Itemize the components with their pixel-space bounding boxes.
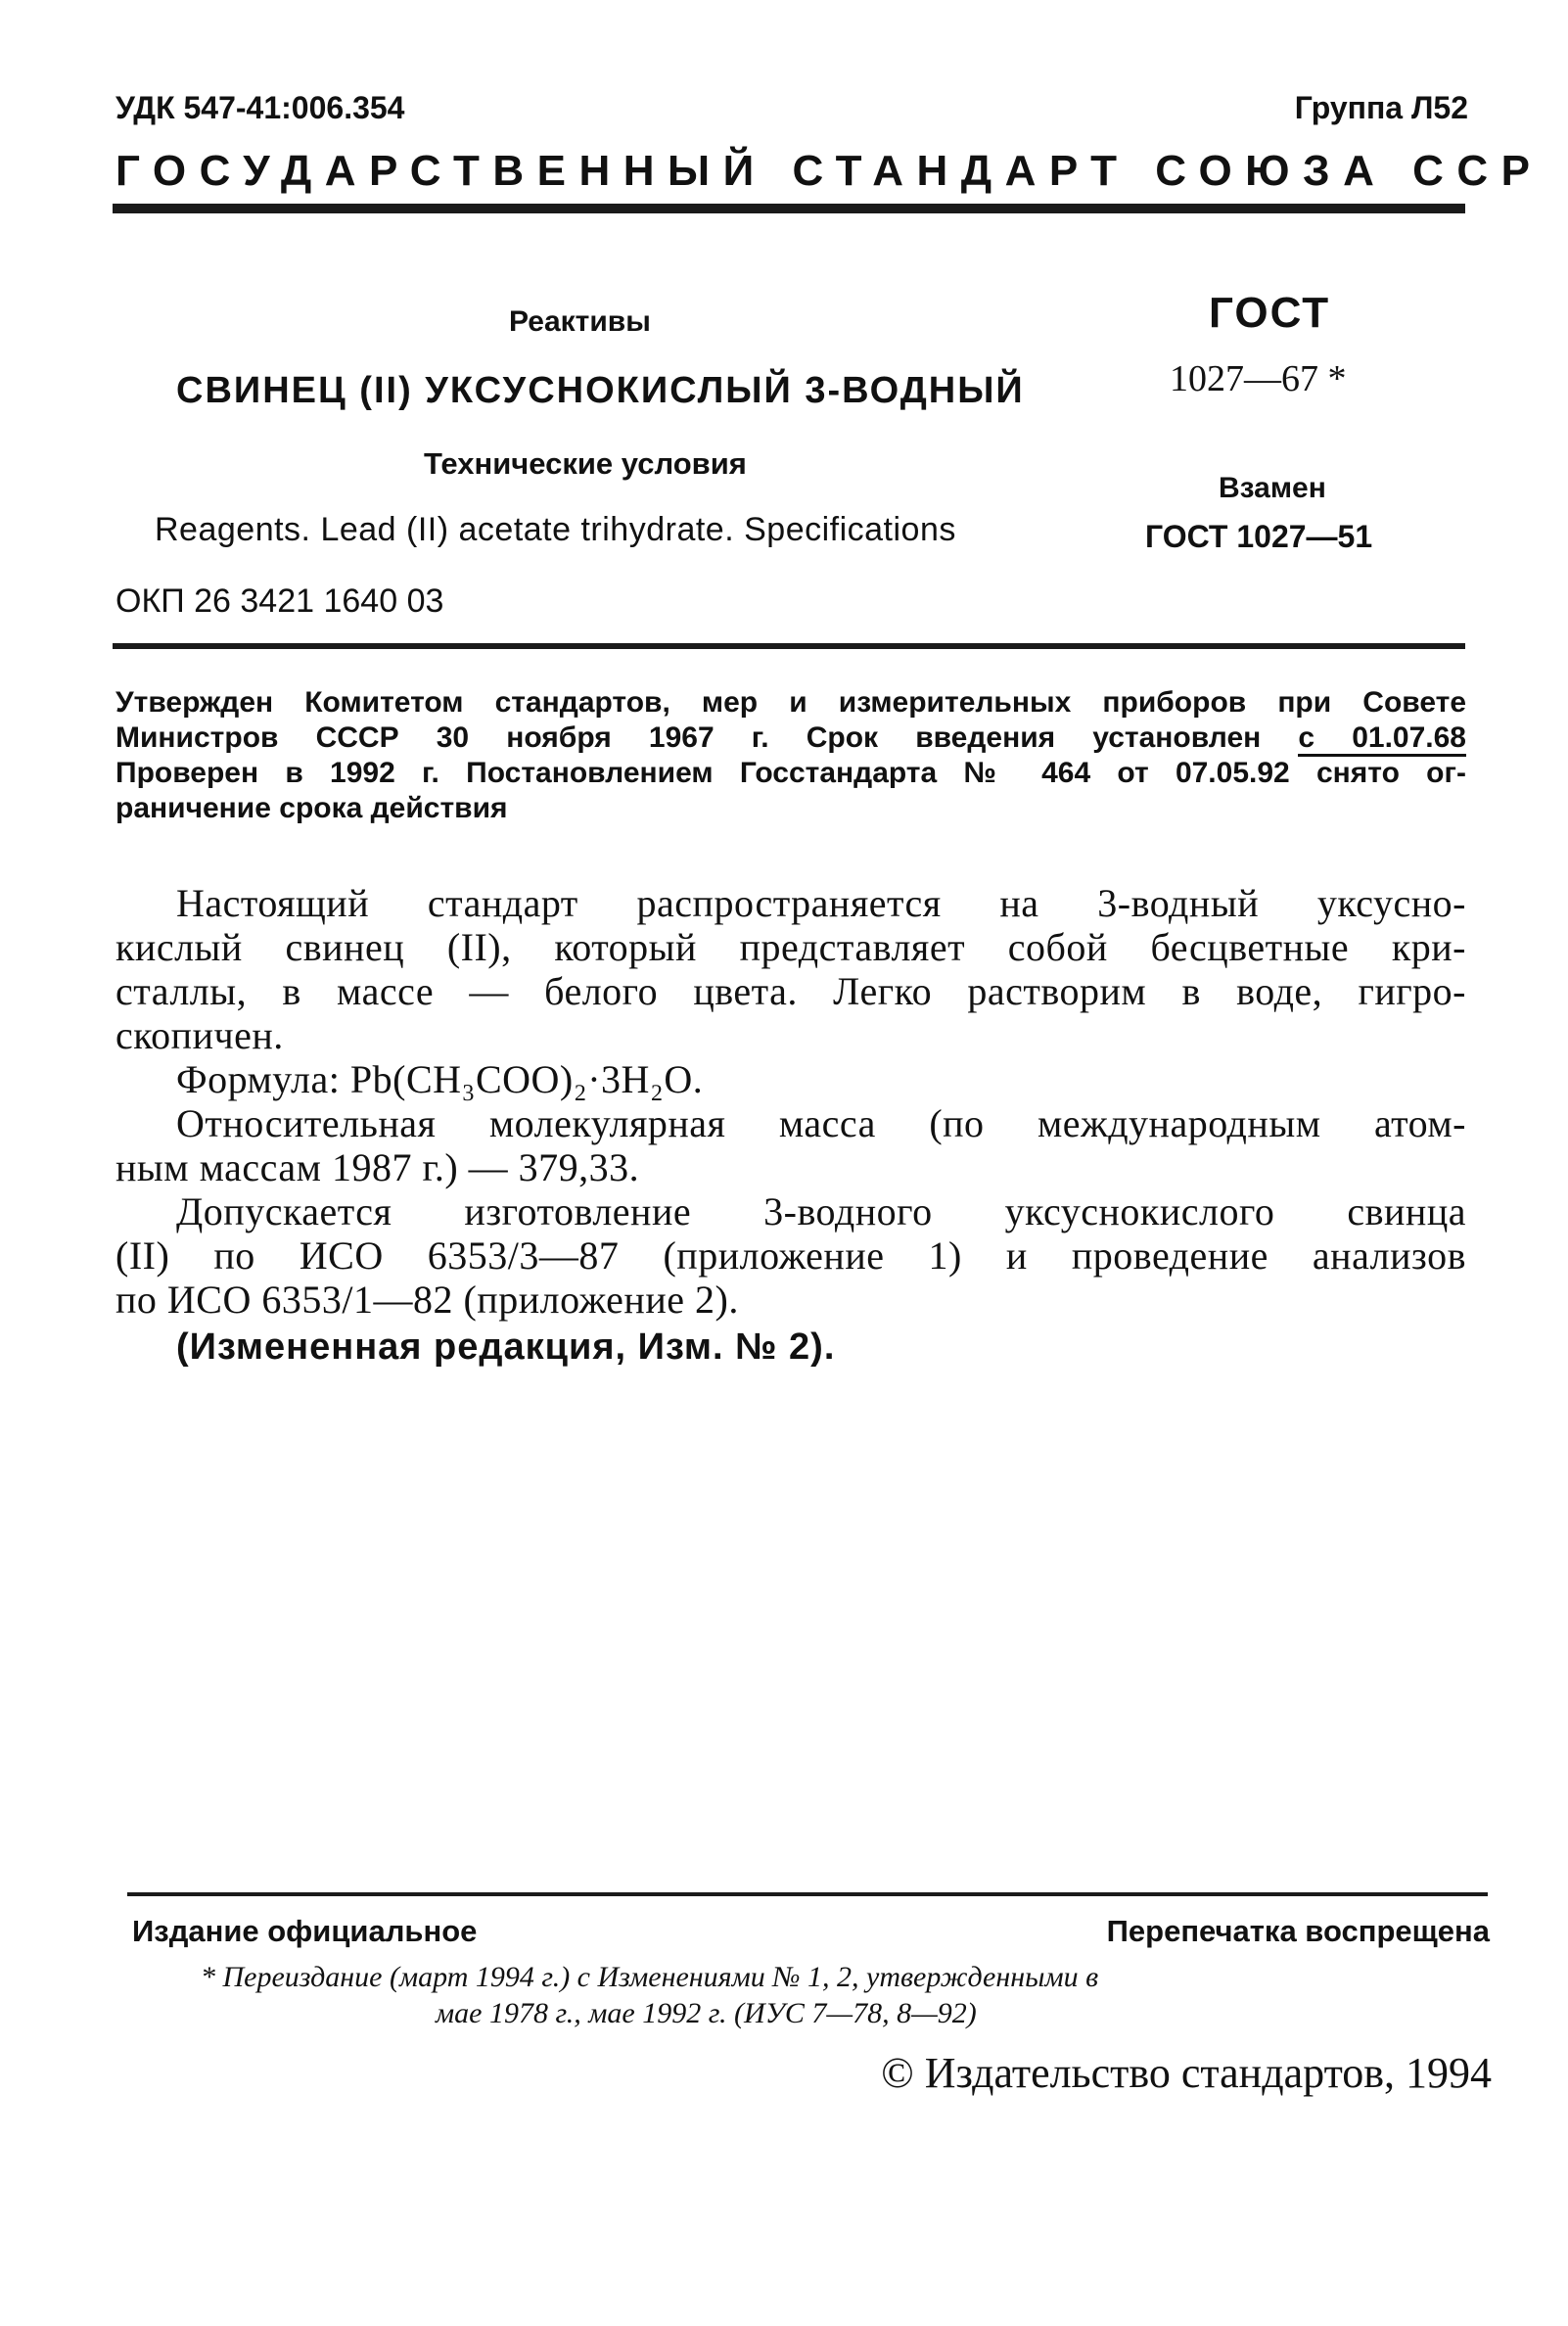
gost-label: ГОСТ: [1209, 289, 1331, 337]
approval-line-4: раничение срока действия: [115, 792, 508, 824]
title-rule: [113, 643, 1465, 649]
body-p3-line-1: Относительная молекулярная масса (по международным атом-: [176, 1101, 1466, 1145]
no-reprint-notice: Перепечатка воспрещена: [1106, 1914, 1490, 1948]
replaces-label: Взамен: [1219, 472, 1326, 504]
body-p1-line-1: Настоящий стандарт распространяется на 3-водный уксусно-: [176, 881, 1466, 925]
approval-line-1: Утвержден Комитетом стандартов, мер и измерительных приборов при Совете: [115, 686, 1466, 719]
body-p4-line-3: по ИСО 6353/1—82 (приложение 2).: [115, 1278, 739, 1322]
body-p4-line-2: (II) по ИСО 6353/3—87 (приложение 1) и проведение анализов: [115, 1233, 1466, 1278]
approval-line-2: [115, 721, 1466, 756]
copyright-text: Издательство стандартов, 1994: [924, 2049, 1492, 2097]
udk-code: УДК 547-41:006.354: [115, 90, 405, 125]
english-title: Reagents. Lead (II) acetate trihydrate. Specifications: [155, 511, 956, 548]
copyright: [881, 2048, 1492, 2098]
formula-label: Формула:: [176, 1057, 341, 1101]
okp-code: ОКП 26 3421 1640 03: [115, 582, 444, 620]
approval-line-3: [115, 756, 1466, 791]
product-title: СВИНЕЦ (II) УКСУСНОКИСЛЫЙ 3-ВОДНЫЙ: [176, 370, 1025, 411]
category-label: Реактивы: [509, 305, 651, 338]
replaces-number: ГОСТ 1027—51: [1145, 519, 1373, 554]
gost-number: 1027—67 *: [1170, 358, 1347, 399]
header-rule: [113, 204, 1465, 213]
formula-line: [176, 1057, 1466, 1101]
body-text: [115, 881, 1466, 1370]
effective-date: с 01.07.68: [1298, 721, 1466, 757]
body-p1-line-4: скопичен.: [115, 1013, 284, 1057]
subtitle: Технические условия: [424, 446, 747, 481]
body-p3-line-2: ным массам 1987 г.) — 379,33.: [115, 1145, 640, 1189]
state-standard-heading: ГОСУДАРСТВЕННЫЙ СТАНДАРТ СОЮЗА ССР: [115, 147, 1544, 195]
restriction-removed: снято ог-: [1316, 754, 1466, 789]
edition-note: (Измененная редакция, Изм. № 2).: [176, 1326, 836, 1368]
reissue-note-line-2: мае 1978 г., мае 1992 г. (ИУС 7—78, 8—92): [436, 1997, 977, 2029]
approval-block: [115, 685, 1466, 826]
copyright-icon: ©: [881, 2049, 914, 2097]
body-p1-line-3: сталлы, в массе — белого цвета. Легко растворим в воде, гигро-: [115, 969, 1466, 1013]
body-p4-line-1: Допускается изготовление 3-водного уксуснокислого свинца: [176, 1189, 1466, 1233]
body-p1-line-2: кислый свинец (II), который представляет собой бесцветные кри-: [115, 925, 1466, 969]
approval-line-3-text: Проверен в 1992 г. Постановлением Госстандарта № 464 от 07.05.92: [115, 757, 1290, 789]
official-edition: Издание официальное: [132, 1914, 478, 1948]
reissue-note-line-1: * Переиздание (март 1994 г.) с Изменениями № 1, 2, утвержденными в: [201, 1961, 1099, 1993]
formula: Pb(CH₃COO)₂·3H₂O.: [349, 1057, 704, 1101]
approval-line-2-text: Министров СССР 30 ноября 1967 г. Срок введения установлен: [115, 721, 1262, 754]
footer-rule: [127, 1892, 1488, 1896]
group-code: Группа Л52: [1294, 90, 1468, 125]
